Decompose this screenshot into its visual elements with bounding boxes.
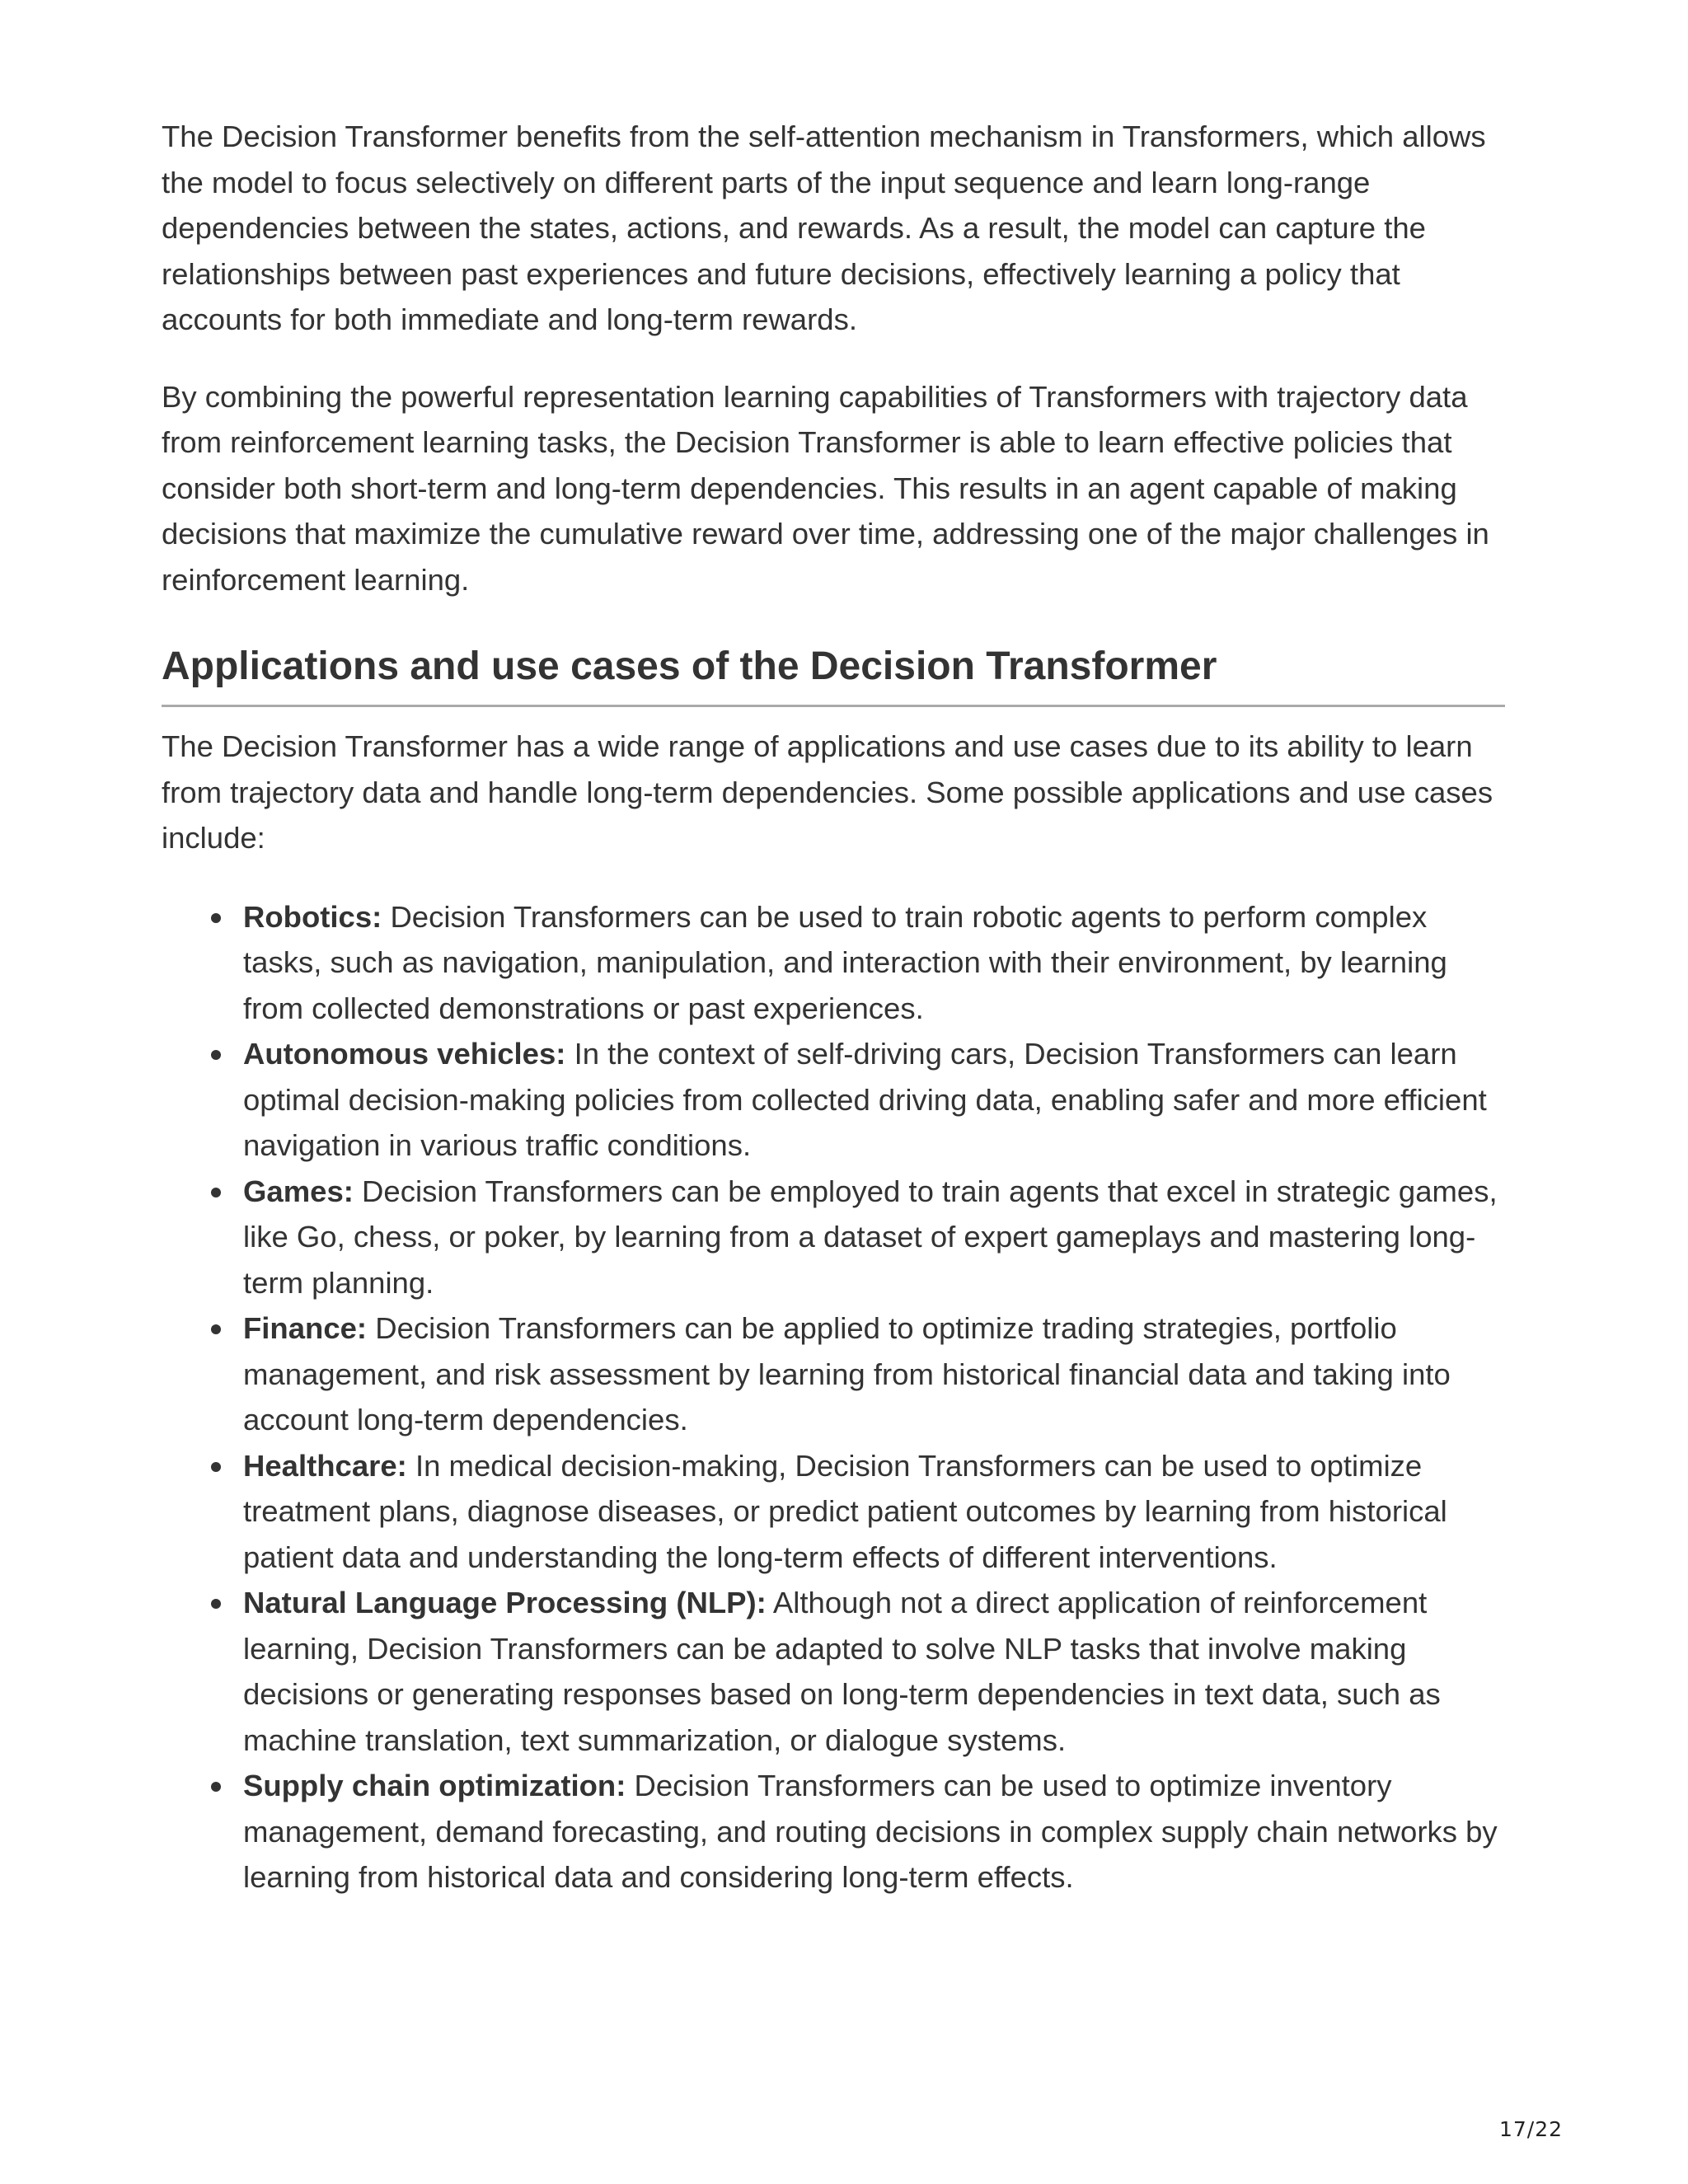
list-item-term: Supply chain optimization: [243,1769,626,1802]
list-item-autonomous-vehicles [243,1031,1505,1169]
list-item-text: In the context of self-driving cars, Decision Transformers can learn optimal decision-making policies from collected driving data, enabling safer and more efficient navigation in various traffic conditions. [243,1037,1487,1162]
section-heading: Applications and use cases of the Decision Transformer [162,642,1505,707]
bullet-icon [211,1188,221,1197]
list-item-text: Although not a direct application of reinforcement learning, Decision Transformers can be adapted to solve NLP tasks that involve making decisions or generating responses based on long-term dependencies in text data, such as machine translation, text summarization, or dialogue systems. [243,1586,1441,1757]
list-item-nlp [243,1580,1505,1763]
list-item-robotics [243,894,1505,1032]
list-item-text: Decision Transformers can be employed to train agents that excel in strategic games, like Go, chess, or poker, by learning from a dataset of expert gameplays and mastering long-term planning. [243,1174,1498,1300]
bullet-icon [211,1462,221,1472]
bullet-icon [211,913,221,923]
bullet-icon [211,1782,221,1792]
bullet-icon [211,1050,221,1060]
section-intro: The Decision Transformer has a wide range of applications and use cases due to its ability to learn from trajectory data and handle long-term dependencies. Some possible applications and use cases include: [162,729,1493,855]
paragraph-self-attention: The Decision Transformer benefits from the self-attention mechanism in Transformers, which allows the model to focus selectively on different parts of the input sequence and learn long-range dependencies between the states, actions, and rewards. As a result, the model can capture the relationships between past experiences and future decisions, effectively learning a policy that accounts for both immediate and long-term rewards. [162,120,1486,336]
list-item-text: Decision Transformers can be used to train robotic agents to perform complex tasks, such as navigation, manipulation, and interaction with their environment, by learning from collected demonstrations or past experiences. [243,899,1447,1025]
list-item-supply-chain [243,1763,1505,1900]
list-item-games [243,1169,1505,1306]
list-item-finance [243,1305,1505,1443]
bullet-icon [211,1599,221,1609]
document-page [162,114,1505,1900]
list-item-text: Decision Transformers can be used to optimize inventory management, demand forecasting, and routing decisions in complex supply chain networks by learning from historical data and considering long-term effects. [243,1769,1498,1894]
applications-list [162,894,1505,1900]
list-item-term: Finance: [243,1311,368,1345]
list-item-term: Natural Language Processing (NLP): [243,1586,767,1619]
list-item-text: Decision Transformers can be applied to optimize trading strategies, portfolio management, and risk assessment by learning from historical financial data and taking into account long-term dependencies. [243,1311,1451,1436]
list-item-healthcare [243,1443,1505,1581]
page-number: 17/22 [1498,2117,1563,2141]
list-item-term: Robotics: [243,899,382,934]
list-item-term: Games: [243,1174,354,1208]
paragraph-representation-learning: By combining the powerful representation learning capabilities of Transformers with trajectory data from reinforcement learning tasks, the Decision Transformer is able to learn effective policies that consider both short-term and long-term dependencies. This results in an agent capable of making decisions that maximize the cumulative reward over time, addressing one of the major challenges in reinforcement learning. [162,379,1489,597]
bullet-icon [211,1324,221,1334]
list-item-term: Autonomous vehicles: [243,1037,566,1071]
list-item-term: Healthcare: [243,1448,407,1483]
list-item-text: In medical decision-making, Decision Transformers can be used to optimize treatment plans, diagnose diseases, or predict patient outcomes by learning from historical patient data and understanding the long-term effects of different interventions. [243,1448,1447,1574]
